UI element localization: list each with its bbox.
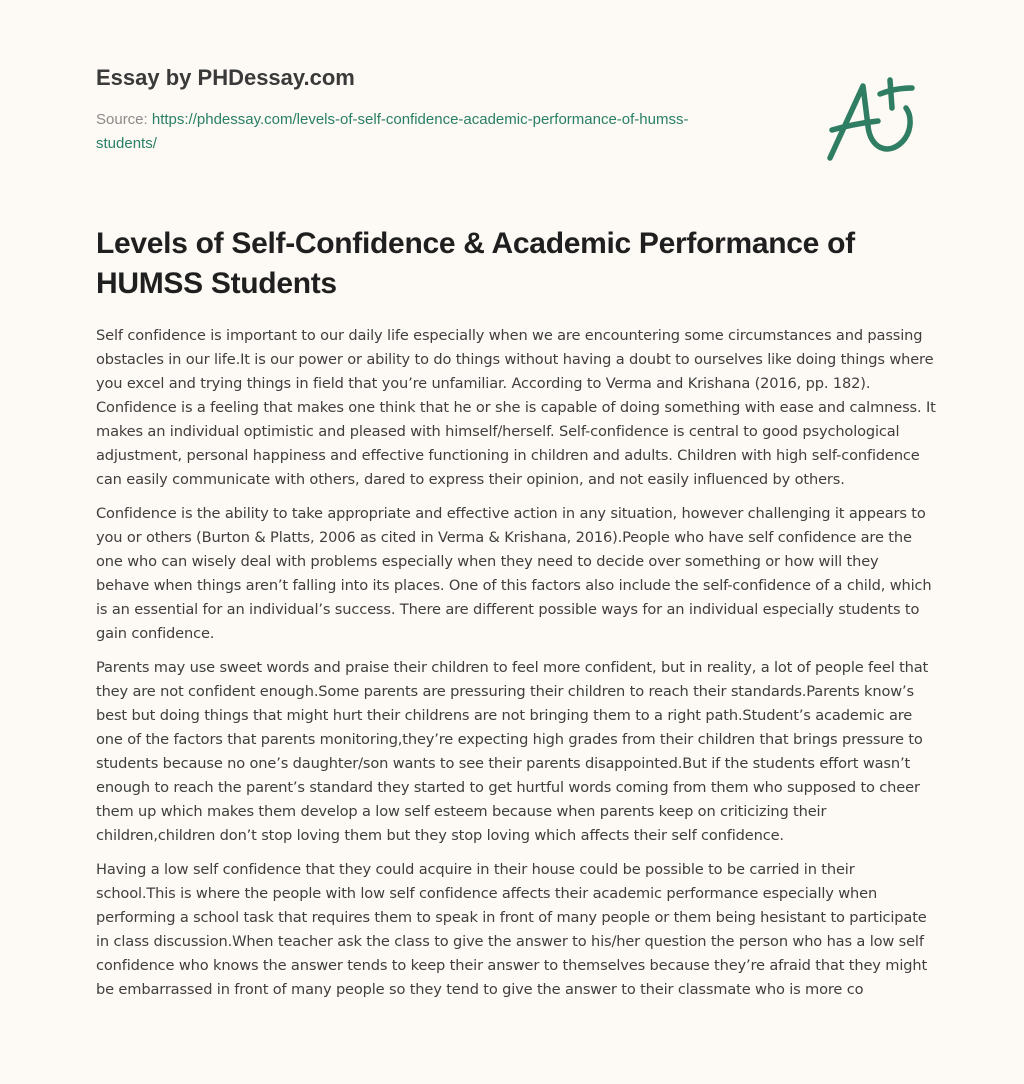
a-plus-grade-icon bbox=[818, 68, 930, 164]
essay-paragraph: Having a low self confidence that they could acquire in their house could be possible to be carried in their school.This is where the people with low self confidence affects their academic performance especially when performing a school task that requires them to speak in front of many people or them being hesistant to participate in class discussion.When teacher ask the class to give the answer to his/her question the person who has a low self confidence who knows the answer tends to keep their answer to themselves because they’re afraid that they might be embarrassed in front of many people so they tend to give the answer to their classmate who is more co bbox=[96, 861, 928, 998]
source-label: Source: bbox=[96, 111, 148, 128]
source-line bbox=[96, 108, 736, 156]
essay-paragraph: Parents may use sweet words and praise their children to feel more confident, but in reality, a lot of people feel that they are not confident enough.Some parents are pressuring their children to reach their standards.Parents know’s best but doing things that might hurt their childrens are not bringing them to a right path.Student’s academic are one of the factors that parents monitoring,they’re expecting high grades from their children that brings pressure to students because no one’s daughter/son wants to see their parents disappointed.But if the students effort wasn’t enough to reach the parent’s standard they started to get hurtful words coming from them who supposed to cheer them up which makes them develop a low self esteem because when parents keep on criticizing their children,children don’t stop loving them but they stop loving which affects their self confidence. bbox=[96, 659, 929, 844]
source-link[interactable]: https://phdessay.com/levels-of-self-confidence-academic-performance-of-humss-students/ bbox=[96, 111, 689, 152]
essay-title: Levels of Self-Confidence & Academic Performance of HUMSS Students bbox=[96, 227, 855, 300]
site-title: Essay by PHDessay.com bbox=[96, 65, 355, 90]
page-header bbox=[96, 62, 736, 156]
essay-body bbox=[96, 324, 936, 1012]
essay-paragraph: Confidence is the ability to take appropriate and effective action in any situation, however challenging it appears to you or others (Burton & Platts, 2006 as cited in Verma & Krishana, 2016).People who have self confidence are the one who can wisely deal with problems especially when they need to decide over something or how will they behave when things aren’t falling into its places. One of this factors also include the self-confidence of a child, which is an essential for an individual’s success. There are different possible ways for an individual especially students to gain confidence. bbox=[96, 505, 932, 642]
essay-paragraph: Self confidence is important to our daily life especially when we are encountering some circumstances and passing obstacles in our life.It is our power or ability to do things without having a doubt to ourselves like doing things where you excel and trying things in field that you’re unfamiliar. According to Verma and Krishana (2016, pp. 182). Confidence is a feeling that makes one think that he or she is capable of doing something with ease and calmness. It makes an individual optimistic and pleased with himself/herself. Self-confidence is central to good psychological adjustment, personal happiness and effective functioning in children and adults. Children with high self-confidence can easily communicate with others, dared to express their opinion, and not easily influenced by others. bbox=[96, 327, 936, 488]
